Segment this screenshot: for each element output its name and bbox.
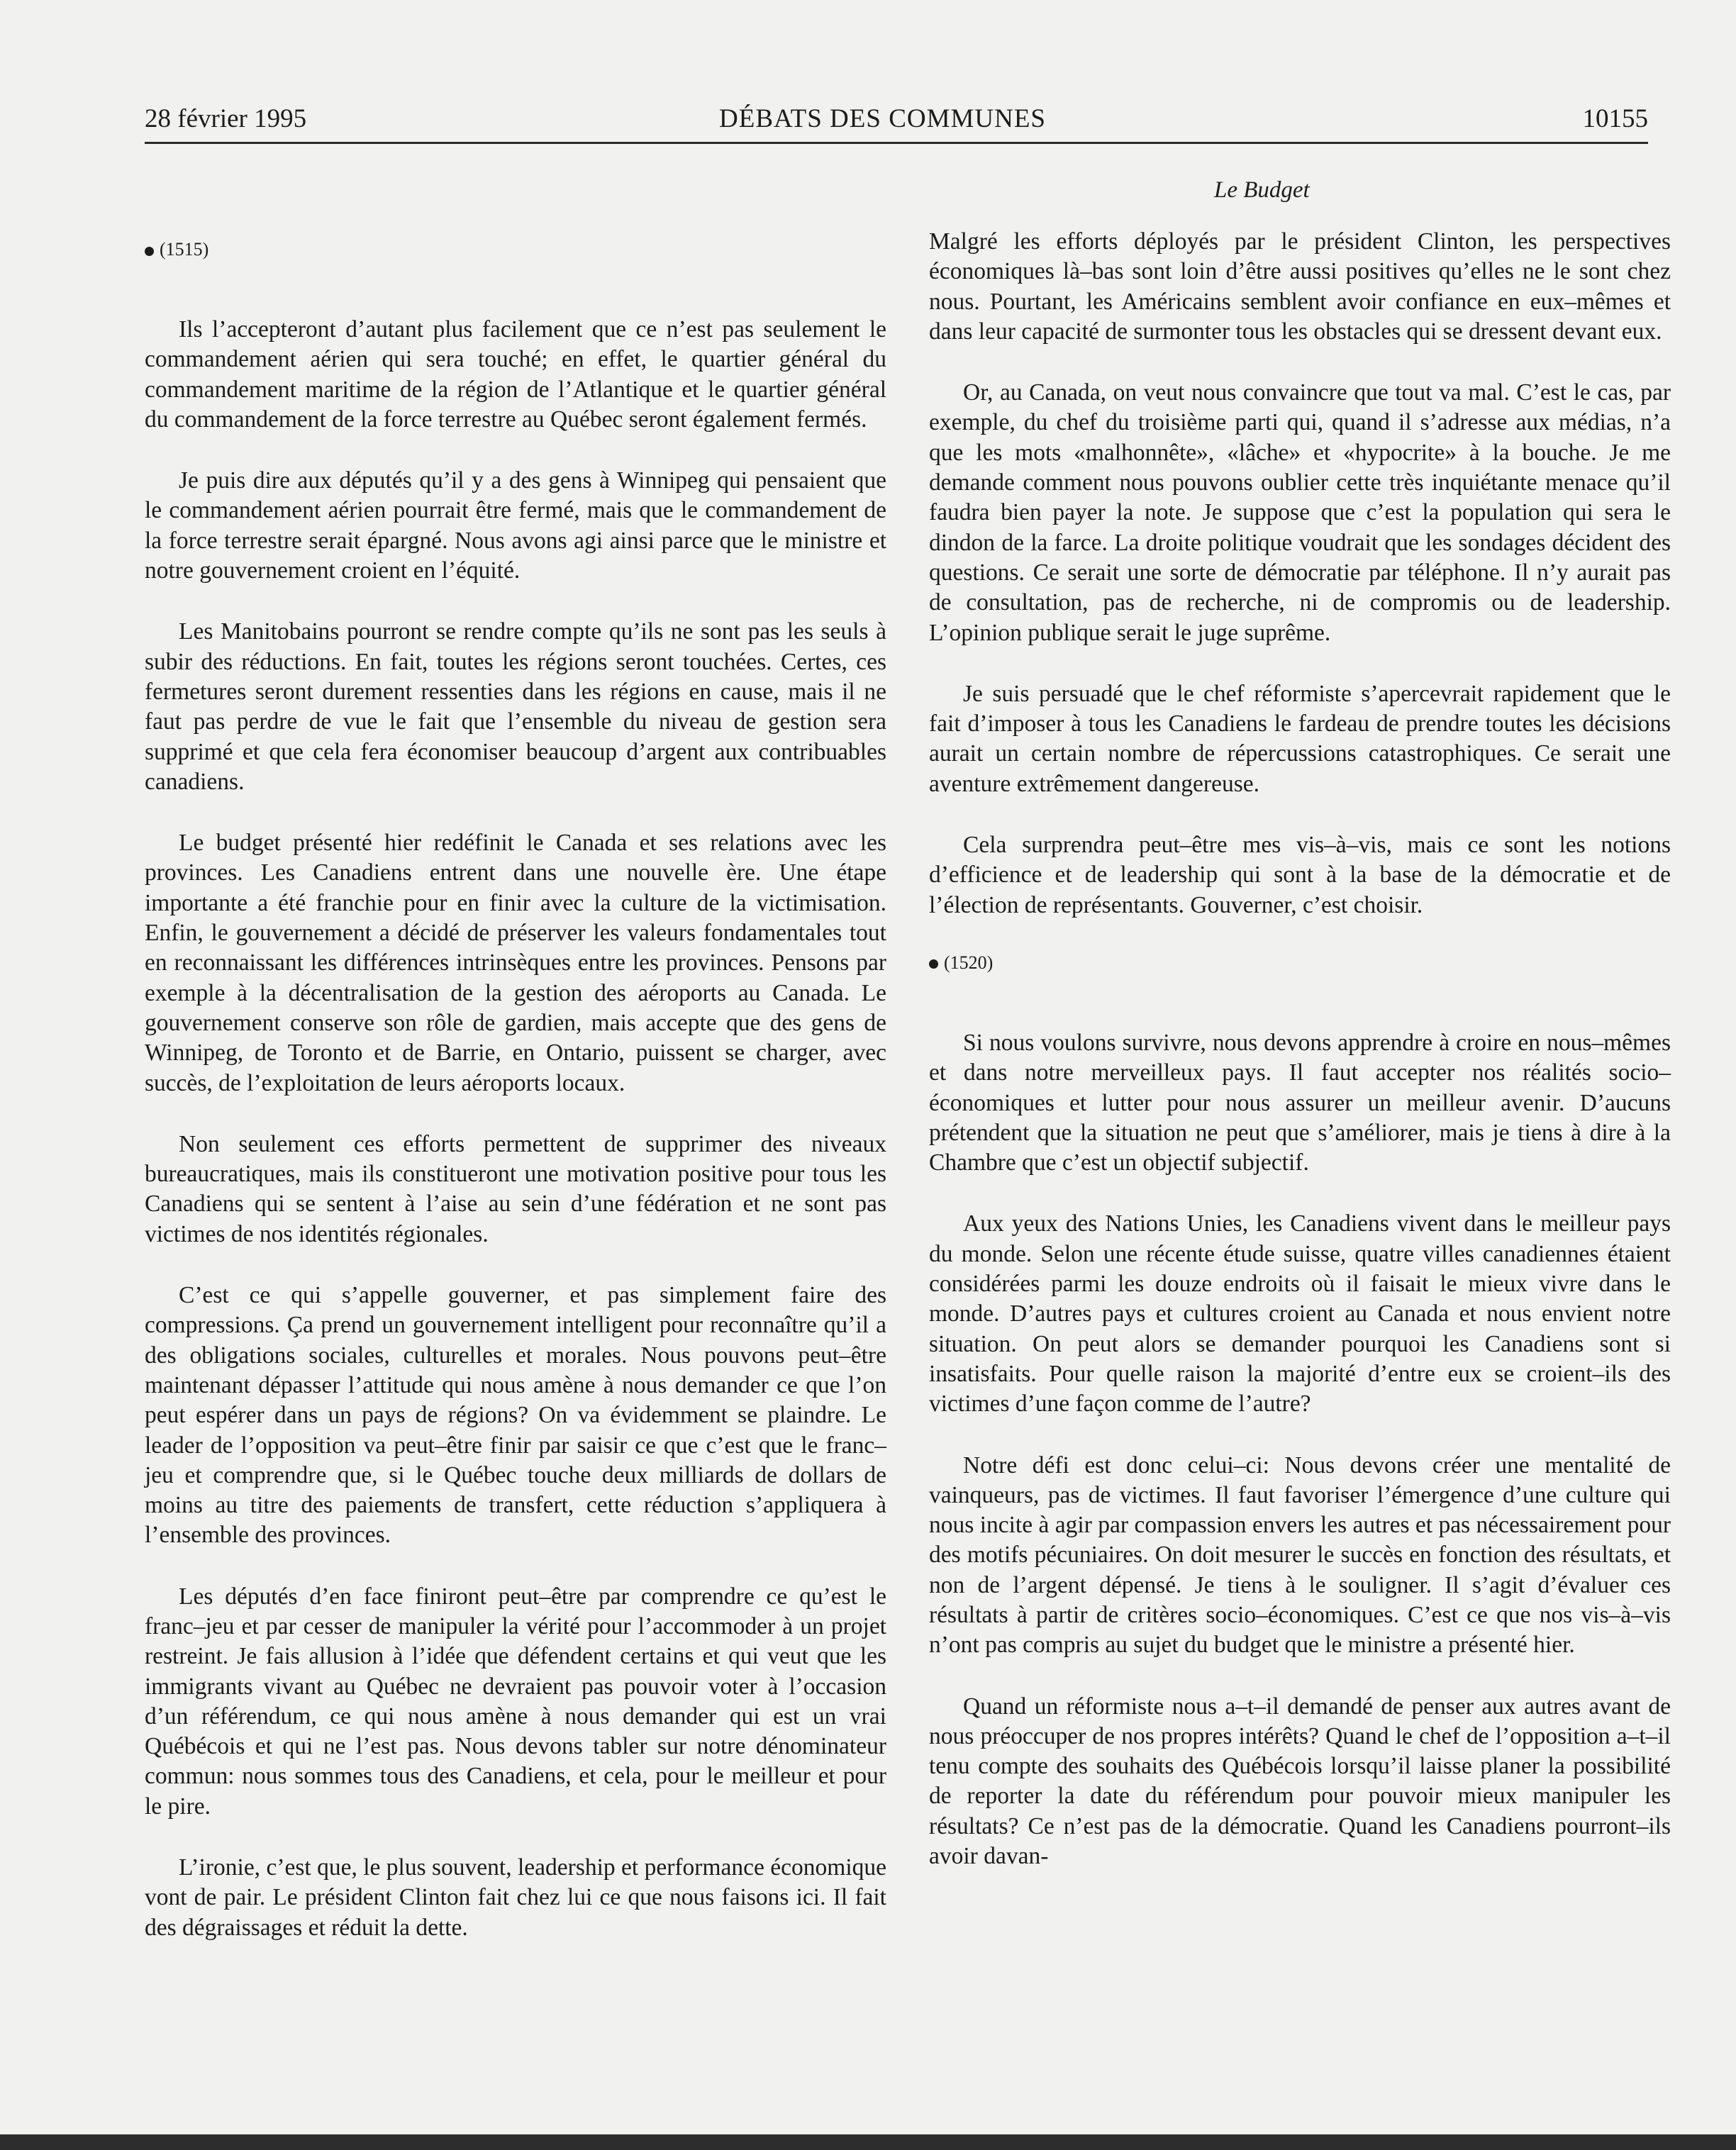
paragraph: Non seulement ces efforts permettent de supprimer des niveaux bureaucratiques, mais ils constitueront une motivation positive pour tous les Canadiens qui se sentent à l’aise au sein d’une fédération et ne sont pas victimes de nos identités régionales.	[145, 1130, 886, 1247]
time-marker-text: (1515)	[160, 239, 209, 260]
paragraph: Je suis persuadé que le chef réformiste s’apercevrait rapidement que le fait d’imposer à tous les Canadiens le fardeau de prendre toutes les décisions aurait un certain nombre de répercussions catastrophiques. Ce serait une aventure extrêmement dangereuse.	[929, 680, 1671, 797]
paragraph: Ils l’accepteront d’autant plus facilement que ce n’est pas seulement le commandement aérien qui sera touché; en effet, le quartier général du commandement maritime de la région de l’Atlantique et le quartier général du commandement de la force terrestre au Québec seront également fermés.	[145, 316, 886, 433]
paragraph: Cela surprendra peut–être mes vis–à–vis, mais ce sont les notions d’efficience et de leadership qui sont à la base de la démocratie et de l’élection de représentants. Gouverner, c’est choisir.	[929, 832, 1671, 918]
section-title: Le Budget	[1214, 177, 1310, 203]
paragraph: Aux yeux des Nations Unies, les Canadiens vivent dans le meilleur pays du monde. Selon une récente étude suisse, quatre villes canadiennes étaient considérées parmi les douze endroits où il faisait le mieux vivre dans le monde. D’autres pays et cultures croient au Canada et nous envient notre situation. On peut alors se demander pourquoi les Canadiens sont si insatisfaits. Pour quelle raison la majorité d’entre eux se croient–ils des victimes d’une façon comme de l’autre?	[929, 1210, 1671, 1417]
scan-edge	[0, 2134, 1736, 2150]
header-date: 28 février 1995	[145, 104, 307, 133]
left-column	[145, 238, 886, 1974]
paragraph: Les députés d’en face finiront peut–être par comprendre ce qu’est le franc–jeu et par cesser de manipuler la vérité pour l’accommoder à un projet restreint. Je fais allusion à l’idée que défendent certains et qui veut que les immigrants vivant au Québec ne devraient pas pouvoir voter à l’occasion d’un référendum, ce qui nous amène à nous demander qui est un vrai Québécois et qui ne l’est pas. Nous devons tabler sur notre dénominateur commun: nous sommes tous des Canadiens, et cela, pour le meilleur et pour le pire.	[145, 1583, 886, 1820]
paragraph: C’est ce qui s’appelle gouverner, et pas simplement faire des compressions. Ça prend un gouvernement intelligent pour reconnaître qu’il a des obligations sociales, culturelles et morales. Nous pouvons peut–être maintenant dépasser l’attitude qui nous amène à nous demander ce que l’on peut espérer dans un pays de régions? On va évidemment se plaindre. Le leader de l’opposition va peut–être finir par saisir ce que c’est que le franc–jeu et comprendre que, si le Québec touche deux milliards de dollars de moins au titre des paiements de transfert, cette réduction s’appliquera à l’ensemble des provinces.	[145, 1282, 886, 1549]
header-rule	[145, 142, 1648, 144]
bullet-icon	[145, 247, 154, 256]
time-marker	[929, 952, 1671, 974]
paragraph: Quand un réformiste nous a–t–il demandé de penser aux autres avant de nous préoccuper de nos propres intérêts? Quand le chef de l’opposition a–t–il tenu compte des souhaits des Québécois lorsqu’il laisse planer la possibilité de reporter la date du référendum pour pouvoir mieux manipuler les résultats? Ce n’est pas de la démocratie. Quand les Canadiens pourront–ils avoir davan-	[929, 1693, 1671, 1870]
paragraph: Malgré les efforts déployés par le président Clinton, les perspectives économiques là–bas sont loin d’être aussi positives qu’elles ne le sont chez nous. Pourtant, les Américains semblent avoir confiance en eux–mêmes et dans leur capacité de surmonter tous les obstacles qui se dressent devant eux.	[929, 228, 1671, 345]
paragraph: L’ironie, c’est que, le plus souvent, leadership et performance économique vont de pair. Le président Clinton fait chez lui ce que nous faisons ici. Il fait des dégraissages et réduit la dette.	[145, 1854, 886, 1941]
time-marker-text: (1520)	[944, 952, 994, 973]
running-header	[145, 104, 1648, 143]
paragraph: Le budget présenté hier redéfinit le Canada et ses relations avec les provinces. Les Canadiens entrent dans une nouvelle ère. Une étape importante a été franchie pour en finir avec la culture de la victimisation. Enfin, le gouvernement a décidé de préserver les valeurs fondamentales tout en reconnaissant les différences intrinsèques entre les provinces. Pensons par exemple à la décentralisation de la gestion des aéroports au Canada. Le gouvernement conserve son rôle de gardien, mais accepte que des gens de Winnipeg, de Toronto et de Barrie, en Ontario, puissent se charger, avec succès, de l’exploitation de leurs aéroports locaux.	[145, 830, 886, 1096]
header-publication: DÉBATS DES COMMUNES	[719, 104, 1047, 133]
bullet-icon	[929, 959, 938, 969]
paragraph: Les Manitobains pourront se rendre compte qu’ils ne sont pas les seuls à subir des réductions. En fait, toutes les régions seront touchées. Certes, ces fermetures seront durement ressenties dans les régions en cause, mais il ne faut pas perdre de vue le fait que l’ensemble du niveau de gestion sera supprimé et que cela fera économiser beaucoup d’argent aux contribuables canadiens.	[145, 618, 886, 795]
time-marker	[145, 238, 886, 261]
header-page-number: 10155	[1582, 104, 1648, 133]
paragraph: Je puis dire aux députés qu’il y a des gens à Winnipeg qui pensaient que le commandement aérien pourrait être fermé, mais que le commandement de la force terrestre serait épargné. Nous avons agi ainsi parce que le ministre et notre gouvernement croient en l’équité.	[145, 467, 886, 584]
right-column	[929, 227, 1671, 1903]
paragraph: Notre défi est donc celui–ci: Nous devons créer une mentalité de vainqueurs, pas de victimes. Il faut favoriser l’émergence d’une culture qui nous incite à agir par compassion envers les autres et pas nécessairement pour des motifs pécuniaires. On doit mesurer le succès en fonction des résultats, et non de l’argent dépensé. Je tiens à le souligner. Il s’agit d’évaluer ces résultats à partir de critères socio–économiques. C’est ce que nos vis–à–vis n’ont pas compris au sujet du budget que le ministre a présenté hier.	[929, 1452, 1671, 1659]
paragraph: Si nous voulons survivre, nous devons apprendre à croire en nous–mêmes et dans notre merveilleux pays. Il faut accepter nos réalités socio–économiques et lutter pour nous assurer un meilleur avenir. D’aucuns prétendent que la situation ne peut que s’améliorer, mais je tiens à dire à la Chambre que c’est un objectif subjectif.	[929, 1029, 1671, 1176]
paragraph: Or, au Canada, on veut nous convaincre que tout va mal. C’est le cas, par exemple, du chef du troisième parti qui, quand il s’adresse aux médias, n’a que les mots «malhonnête», «lâche» et «hypocrite» à la bouche. Je me demande comment nous pouvons oublier cette très inquiétante menace qu’il faudra bien payer la note. Je suppose que c’est la population qui sera le dindon de la farce. La droite politique voudrait que les sondages décident des questions. Ce serait une sorte de démocratie par téléphone. Il n’y aurait pas de consultation, pas de recherche, ni de compromis ou de leadership. L’opinion publique serait le juge suprême.	[929, 379, 1671, 646]
